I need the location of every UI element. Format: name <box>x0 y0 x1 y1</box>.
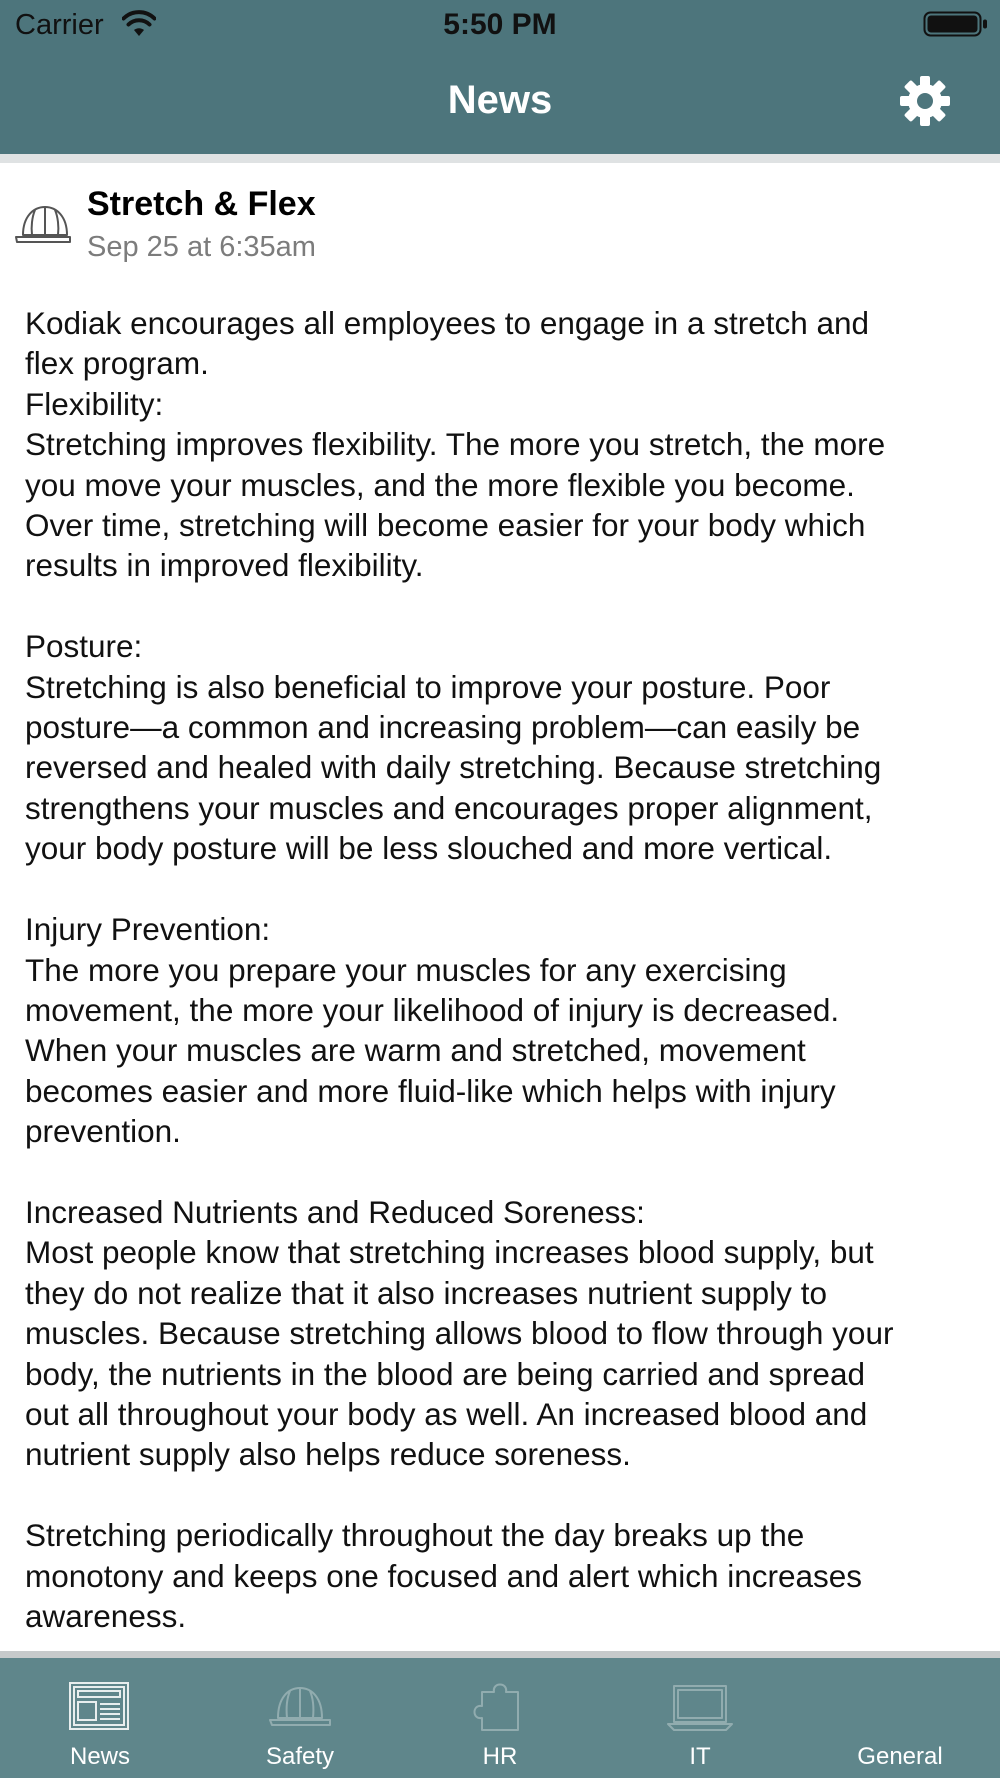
post-body-line: monotony and keeps one focused and alert which increases <box>25 1557 863 1594</box>
status-time: 5:50 PM <box>443 8 557 41</box>
post-body-line: awareness. <box>25 1598 187 1634</box>
tab-hr[interactable] <box>400 1658 600 1778</box>
post-date: Sep 25 at 6:35am <box>87 231 316 263</box>
post-body-line: Increased Nutrients and Reduced Soreness: <box>25 1193 645 1230</box>
tab-general[interactable] <box>800 1658 1000 1778</box>
post-body-line: Over time, stretching will become easier for your body which <box>25 507 866 544</box>
tab-label: IT <box>689 1743 711 1770</box>
post-body-line: Stretching improves flexibility. The more you stretch, the more <box>25 426 886 463</box>
tab-it[interactable] <box>600 1658 800 1778</box>
tab-label: General <box>857 1743 943 1770</box>
gear-icon[interactable] <box>898 74 952 128</box>
newspaper-icon <box>60 1678 140 1734</box>
battery-icon <box>923 10 989 38</box>
post-body-line <box>25 586 1000 626</box>
top-divider <box>0 154 1000 163</box>
post-body-line <box>25 1475 1000 1515</box>
post-body-line: posture—a common and increasing problem—can easily be <box>25 709 861 746</box>
post-body-line: Most people know that stretching increases blood supply, but <box>25 1234 874 1271</box>
post-body-line: results in improved flexibility. <box>25 547 424 584</box>
post-body-line: Posture: <box>25 628 143 665</box>
post-body-line: they do not realize that it also increases nutrient supply to <box>25 1274 827 1311</box>
news-post <box>0 163 1000 1651</box>
post-body-line: reversed and healed with daily stretching. Because stretching <box>25 749 882 786</box>
bottom-divider <box>0 1651 1000 1658</box>
post-body-line: prevention. <box>25 1113 181 1150</box>
post-body-line: out all throughout your body as well. An increased blood and <box>25 1395 868 1432</box>
post-body-line: Flexibility: <box>25 385 164 422</box>
hard-hat-icon <box>260 1678 340 1734</box>
post-body-line: Kodiak encourages all employees to engage in a stretch and <box>25 305 870 341</box>
hard-hat-icon <box>13 201 73 251</box>
info-icon <box>860 1678 940 1734</box>
post-body <box>25 303 1000 1636</box>
post-body-line: body, the nutrients in the blood are being carried and spread <box>25 1355 865 1392</box>
post-body-line: muscles. Because stretching allows blood to flow through your <box>25 1315 894 1352</box>
page-title: News <box>447 78 553 122</box>
post-body-line: When your muscles are warm and stretched, movement <box>25 1032 806 1069</box>
puzzle-piece-icon <box>460 1678 540 1734</box>
post-body-line: Injury Prevention: <box>25 911 271 948</box>
post-body-line: Stretching is also beneficial to improve your posture. Poor <box>25 668 831 705</box>
tab-label: HR <box>482 1743 518 1770</box>
navigation-bar <box>0 50 1000 154</box>
post-body-line: flex program. <box>25 345 209 382</box>
post-body-line: Stretching periodically throughout the day breaks up the <box>25 1517 805 1554</box>
post-body-line: movement, the more your likelihood of injury is decreased. <box>25 991 840 1028</box>
tab-safety[interactable] <box>200 1658 400 1778</box>
tab-label: News <box>69 1743 130 1770</box>
post-body-line: nutrient supply also helps reduce soreness. <box>25 1436 631 1473</box>
carrier-label: Carrier <box>15 9 104 41</box>
post-body-line: your body posture will be less slouched and more vertical. <box>25 830 833 867</box>
status-bar <box>0 0 1000 50</box>
post-title: Stretch & Flex <box>87 185 316 223</box>
laptop-icon <box>660 1678 740 1734</box>
post-body-line: you move your muscles, and the more flexible you become. <box>25 466 855 503</box>
tab-label: Safety <box>265 1743 335 1770</box>
post-body-line <box>25 1152 1000 1192</box>
post-body-line: strengthens your muscles and encourages proper alignment, <box>25 789 873 826</box>
tab-news[interactable] <box>0 1658 200 1778</box>
post-body-line: becomes easier and more fluid-like which helps with injury <box>25 1072 836 1109</box>
post-body-line <box>25 869 1000 909</box>
post-body-line: The more you prepare your muscles for any exercising <box>25 951 787 988</box>
tab-bar <box>0 1658 1000 1778</box>
top-bar <box>0 0 1000 154</box>
